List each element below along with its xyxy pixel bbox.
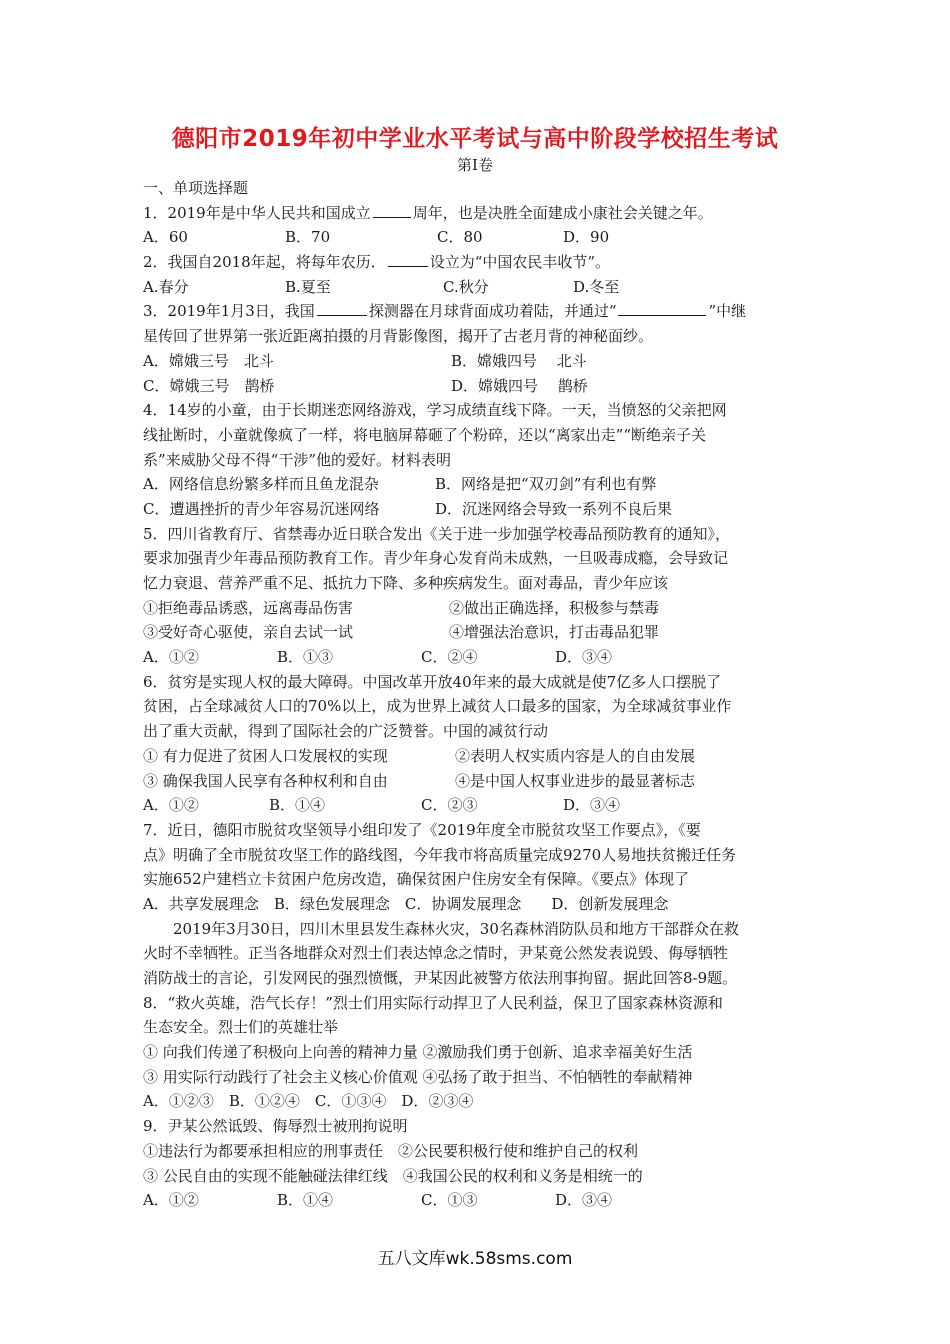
option-a: A．①② xyxy=(143,796,199,815)
q3-options-ab xyxy=(143,349,811,374)
option-a: A．网络信息纷繁多样而且鱼龙混杂 xyxy=(143,475,379,494)
q2-options xyxy=(143,275,811,300)
option-d: D．③④ xyxy=(555,1191,613,1210)
q6-stem-line: 6．贫穷是实现人权的最大障碍。中国改革开放40年来的最大成就是使7亿多人口摆脱了 xyxy=(143,672,722,691)
statement-item: ①拒绝毒品诱惑，远离毒品伤害 xyxy=(143,598,354,617)
option-d: D．沉迷网络会导致一系列不良后果 xyxy=(435,499,673,518)
statement-item: ④是中国人权事业进步的最显著标志 xyxy=(455,771,696,790)
option-c: C．嫦娥三号 鹊桥 xyxy=(143,376,275,395)
q9-stem: 9．尹某公然诋毁、侮辱烈士被刑拘说明 xyxy=(143,1117,408,1136)
q7-stem-line: 实施652户建档立卡贫困户危房改造，确保贫困户住房安全有保障。《要点》体现了 xyxy=(143,870,690,889)
statement-item: ②做出正确选择，积极参与禁毒 xyxy=(449,598,660,617)
q6-items-12 xyxy=(143,744,811,769)
option-b: B．①③ xyxy=(277,648,334,667)
q8-items-12: ① 向我们传递了积极向上向善的精神力量 ②激励我们勇于创新、追求幸福美好生活 xyxy=(143,1043,693,1062)
q7-stem-line: 7．近日，德阳市脱贫攻坚领导小组印发了《2019年度全市脱贫攻坚工作要点》，《要 xyxy=(143,820,701,839)
q4-stem-line: 系”来威胁父母不得“干涉”他的爱好。材料表明 xyxy=(143,450,452,469)
q4-options-ab xyxy=(143,472,811,497)
q6-options xyxy=(143,793,811,818)
q4-stem-line: 线扯断时，小童就像疯了一样，将电脑屏幕砸了个粉碎，还以“离家出走”“断绝亲子关 xyxy=(143,425,707,444)
option-b: B．①④ xyxy=(269,796,326,815)
option-a: A．60 xyxy=(143,228,188,247)
statement-item: ③受好奇心驱使，亲自去试一试 xyxy=(143,623,354,642)
option-d: D．90 xyxy=(563,228,610,247)
option-c: C．②③ xyxy=(421,796,478,815)
passage-line: 火时不幸牺牲。正当各地群众对烈士们表达悼念之情时，尹某竟公然发表说毁、侮辱牺牲 xyxy=(143,944,729,963)
q5-stem-line: 5．四川省教育厅、省禁毒办近日联合发出《关于进一步加强学校毒品预防教育的通知》， xyxy=(143,524,731,543)
option-d: D．③④ xyxy=(555,648,613,667)
answer-blank xyxy=(373,201,411,218)
answer-blank xyxy=(618,299,706,316)
q6-stem-line: 贫困，占全球减贫人口的70%以上，成为世界上减贫人口最多的国家，为全球减贫事业作 xyxy=(143,697,732,716)
option-d: D．③④ xyxy=(563,796,621,815)
q6-stem-line: 出了重大贡献，得到了国际社会的广泛赞誉。中国的减贫行动 xyxy=(143,722,549,741)
option-b: B.夏至 xyxy=(285,277,331,296)
q9-items-34: ③ 公民自由的实现不能触碰法律红线 ④我国公民的权利和义务是相统一的 xyxy=(143,1166,643,1185)
q1-options xyxy=(143,225,811,250)
option-a: A．①② xyxy=(143,648,199,667)
q2-stem: 2．我国自2018年起，将每年农历． 设立为“中国农民丰收节”。 xyxy=(143,250,811,275)
option-b: B．嫦娥四号 北斗 xyxy=(451,351,587,370)
q8-options: A．①②③ B．①②④ C．①③④ D．②③④ xyxy=(143,1092,474,1111)
option-d: D.冬至 xyxy=(573,277,620,296)
section-heading: 一、单项选择题 xyxy=(143,179,249,197)
option-c: C．遭遇挫折的青少年容易沉迷网络 xyxy=(143,499,380,518)
q5-stem-line: 忆力衰退、营养严重不足、抵抗力下降、多种疾病发生。面对毒品，青少年应该 xyxy=(143,574,669,592)
option-c: C．②④ xyxy=(421,648,478,667)
q5-options xyxy=(143,645,811,670)
q1-stem: 1．2019年是中华人民共和国成立 周年，也是决胜全面建成小康社会关键之年。 xyxy=(143,201,811,226)
option-d: D．嫦娥四号 鹊桥 xyxy=(451,376,588,395)
q5-stem-line: 要求加强青少年毒品预防教育工作。青少年身心发育尚未成熟，一旦吸毒成瘾，会导致记 xyxy=(143,549,729,568)
q8-items-34: ③ 用实际行动践行了社会主义核心价值观 ④弘扬了敢于担当、不怕牺牲的奉献精神 xyxy=(143,1067,693,1086)
footer-watermark: 五八文库wk.58sms.com xyxy=(377,1249,573,1269)
passage-line: 消防战士的言论，引发网民的强烈愤慨，尹某因此被警方依法刑事拘留。据此回答8-9题。 xyxy=(143,969,738,987)
passage-line: 2019年3月30日，四川木里县发生森林火灾，30名森林消防队员和地方干部群众在救 xyxy=(173,919,739,938)
q9-items-12: ①违法行为都要承担相应的刑事责任 ②公民要积极行使和维护自己的权利 xyxy=(143,1141,639,1160)
q6-items-34 xyxy=(143,769,811,794)
q7-options: A．共享发展理念 B．绿色发展理念 C．协调发展理念 D．创新发展理念 xyxy=(143,894,669,913)
option-a: A.春分 xyxy=(143,277,189,296)
option-b: B．70 xyxy=(285,228,331,247)
q3-stem: 3．2019年1月3日，我国 探测器在月球背面成功着陆，并通过“ ”中继 xyxy=(143,299,811,324)
q3-options-cd xyxy=(143,374,811,399)
answer-blank xyxy=(388,250,428,267)
q7-stem-line: 点》明确了全市脱贫攻坚工作的路线图，今年我市将高质量完成9270人易地扶贫搬迁任务 xyxy=(143,845,737,864)
q4-stem-line: 4．14岁的小童，由于长期迷恋网络游戏，学习成绩直线下降。一天，当愤怒的父亲把网 xyxy=(143,401,727,420)
statement-item: ① 有力促进了贫困人口发展权的实现 xyxy=(143,746,388,765)
option-a: A．①② xyxy=(143,1191,199,1210)
page-title: 德阳市2019年初中学业水平考试与高中阶段学校招生考试 xyxy=(171,126,779,152)
q5-items-34 xyxy=(143,620,811,645)
q4-options-cd xyxy=(143,497,811,522)
q8-stem-line: 8．“救火英雄，浩气长存！”烈士们用实际行动捍卫了人民利益，保卫了国家森林资源和 xyxy=(143,993,723,1012)
option-b: B．网络是把“双刃剑”有利也有弊 xyxy=(435,475,657,494)
statement-item: ④增强法治意识，打击毒品犯罪 xyxy=(449,623,660,642)
option-c: C.秋分 xyxy=(443,277,489,296)
option-b: B．①④ xyxy=(277,1191,334,1210)
q5-items-12 xyxy=(143,596,811,621)
answer-blank xyxy=(317,299,367,316)
q3-stem-line2: 星传回了世界第一张近距离拍摄的月背影像图，揭开了古老月背的神秘面纱。 xyxy=(143,327,654,346)
statement-item: ②表明人权实质内容是人的自由发展 xyxy=(455,746,696,765)
statement-item: ③ 确保我国人民享有各种权利和自由 xyxy=(143,771,388,790)
option-c: C．80 xyxy=(437,228,483,247)
question-body xyxy=(143,176,811,1213)
q9-options xyxy=(143,1188,811,1213)
volume-label: 第Ⅰ卷 xyxy=(457,156,493,174)
option-a: A．嫦娥三号 北斗 xyxy=(143,351,274,370)
option-c: C．①③ xyxy=(421,1191,478,1210)
q8-stem-line: 生态安全。烈士们的英雄壮举 xyxy=(143,1018,339,1037)
